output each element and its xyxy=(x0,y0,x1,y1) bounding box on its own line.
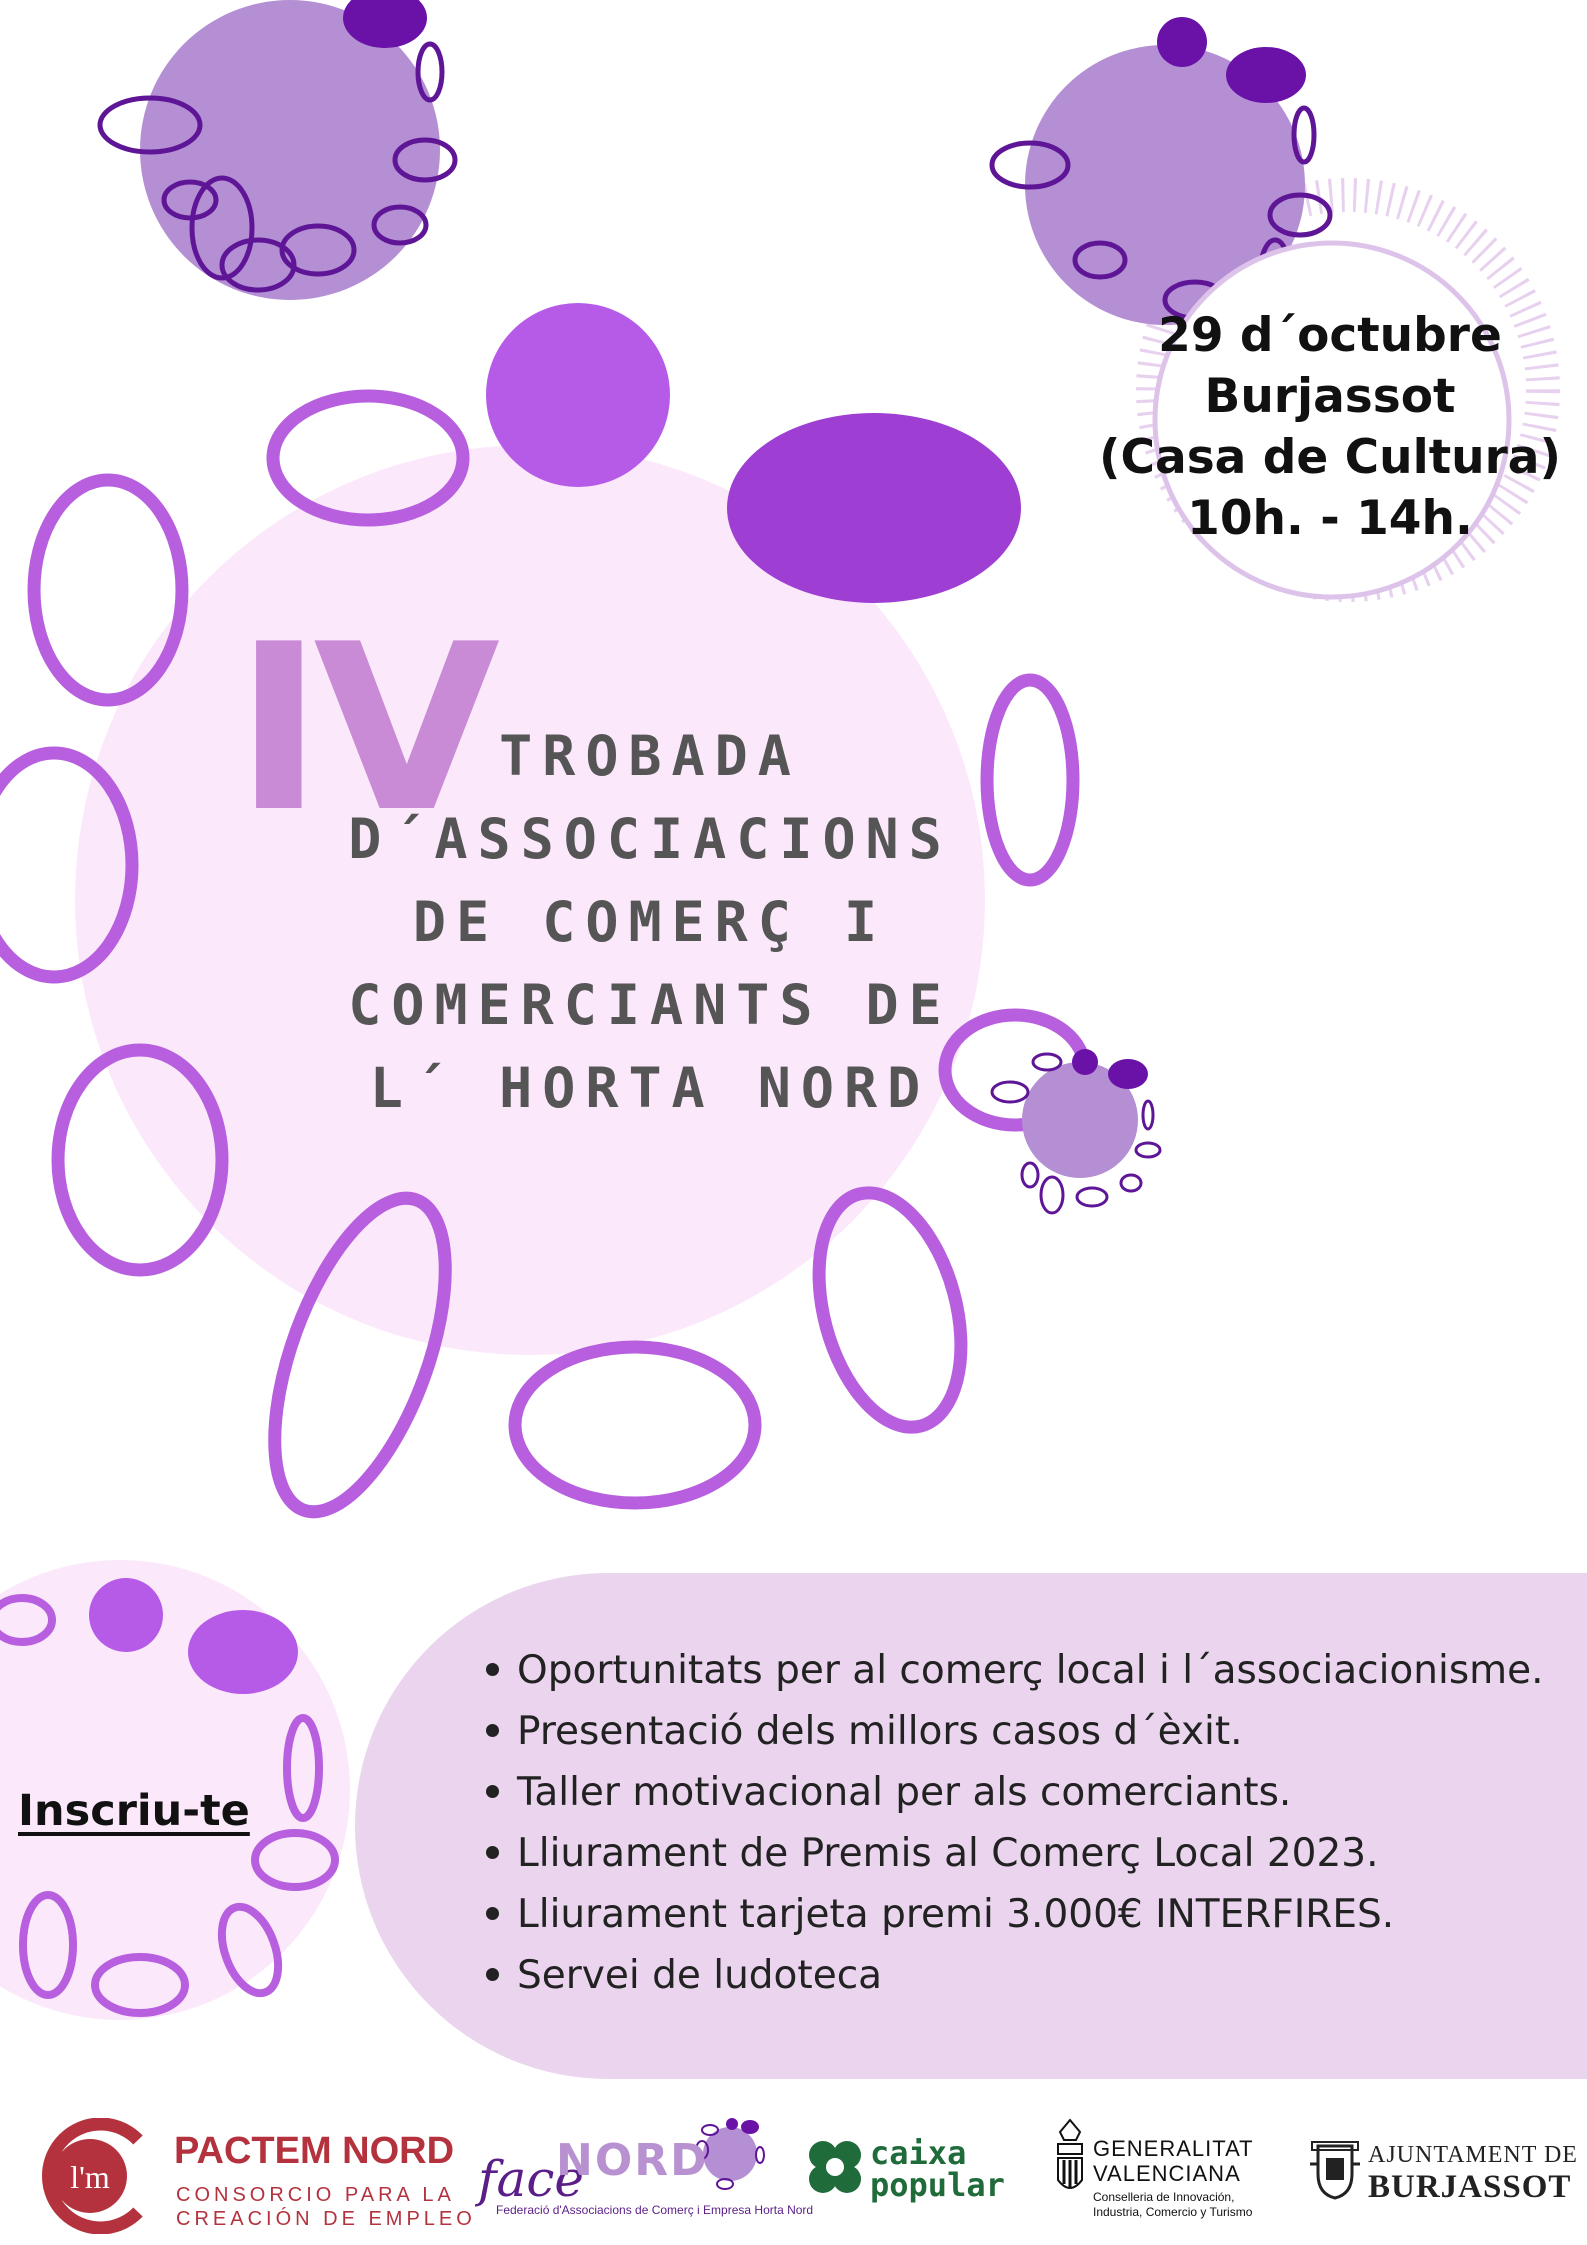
list-item: Taller motivacional per als comerciants. xyxy=(480,1762,1544,1823)
title-line: DE COMERÇ I xyxy=(412,890,888,954)
title-line: D´ASSOCIACIONS xyxy=(348,807,952,871)
title-line: TROBADA xyxy=(499,724,801,788)
event-date: 29 d´octubre xyxy=(1158,308,1502,363)
burjassot-shield-icon xyxy=(1308,2140,1362,2200)
event-hours: 10h. - 14h. xyxy=(1187,491,1473,546)
title-line: L´ HORTA NORD xyxy=(369,1056,931,1120)
list-item: Lliurament tarjeta premi 3.000€ INTERFIRES. xyxy=(480,1884,1544,1945)
edition-numeral: IV xyxy=(233,596,490,863)
svg-text:l'm: l'm xyxy=(70,2159,110,2195)
event-city: Burjassot xyxy=(1204,369,1456,424)
list-item: Oportunitats per al comerç local i l´associacionisme. xyxy=(480,1640,1544,1701)
bullet-icon xyxy=(486,1846,499,1859)
caixa-popular-logo-icon xyxy=(806,2138,864,2196)
generalitat-department: Conselleria de Innovación, Industria, Comercio y Turismo xyxy=(1093,2190,1253,2219)
event-venue: (Casa de Cultura) xyxy=(1099,430,1561,485)
pactem-title: PACTEM NORD xyxy=(174,2130,455,2172)
list-item: Presentació dels millors casos d´èxit. xyxy=(480,1701,1544,1762)
title-line: COMERCIANTS DE xyxy=(348,973,952,1037)
bullet-icon xyxy=(486,1968,499,1981)
ajuntament-label: AJUNTAMENT DE xyxy=(1368,2142,1578,2168)
generalitat-crest-icon xyxy=(1050,2118,1090,2198)
ajuntament-town: BURJASSOT xyxy=(1368,2169,1572,2205)
face-nord-subtitle: Federació d'Associacions de Comerç i Empresa Horta Nord xyxy=(496,2203,814,2217)
bullet-icon xyxy=(486,1663,499,1676)
bullet-icon xyxy=(486,1785,499,1798)
event-title xyxy=(330,715,970,1130)
features-list xyxy=(480,1640,1544,2006)
list-item: Servei de ludoteca xyxy=(480,1945,1544,2006)
register-link[interactable]: Inscriu-te xyxy=(18,1786,250,1836)
event-info xyxy=(1080,305,1580,549)
bullet-icon xyxy=(486,1724,499,1737)
bullet-icon xyxy=(486,1907,499,1920)
face-nord-nord: NORD xyxy=(556,2135,709,2186)
list-item: Lliurament de Premis al Comerç Local 2023. xyxy=(480,1823,1544,1884)
pactem-logo-icon xyxy=(28,2118,156,2234)
caixa-popular-name: caixa popular xyxy=(870,2134,1005,2204)
top-left-dot-cluster xyxy=(100,0,455,300)
generalitat-name: GENERALITAT VALENCIANA xyxy=(1093,2136,1254,2186)
face-nord-face: face xyxy=(478,2150,584,2208)
pactem-subtitle: CONSORCIO PARA LA CREACIÓN DE EMPLEO xyxy=(176,2184,476,2230)
